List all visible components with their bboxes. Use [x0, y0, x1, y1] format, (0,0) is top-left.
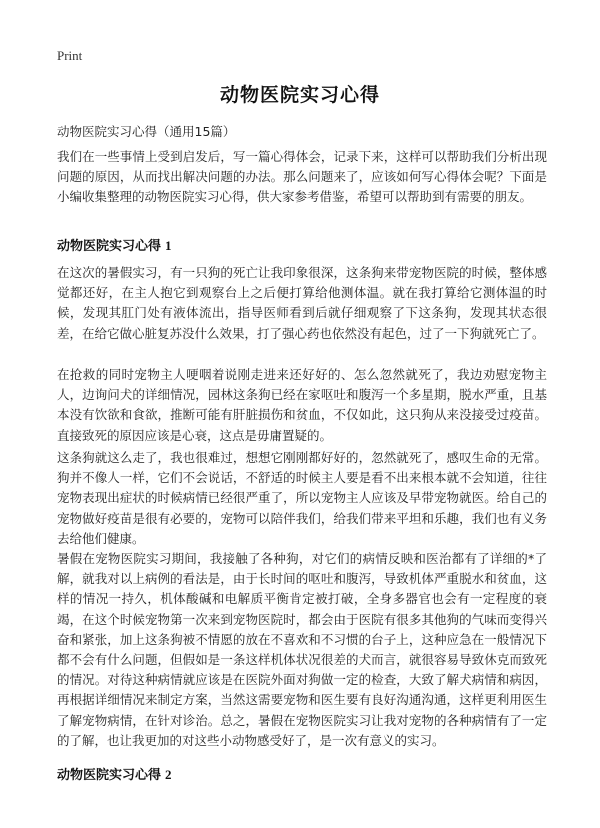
body-paragraph: 这条狗就这么走了，我也很难过，想想它刚刚都好好的，忽然就死了，感叹生命的无常。狗并不像人一样，它们不会说话，不舒适的时候主人要是看不出来根本就不会知道，往往宠物表现出症状的时候病情已经很严重了，所以宠物主人应该及早带宠物就医。给自己的宠物做好疫苗是很有必要的，宠物可以陪伴我们，给我们带来平坦和乐趣，我们也有义务去给他们健康。 — [57, 450, 547, 546]
section-heading-text: 动物医院实习心得 — [57, 768, 162, 783]
section-heading-text: 动物医院实习心得 — [57, 239, 162, 254]
section-heading — [57, 764, 172, 783]
section-heading-number: 1 — [165, 238, 172, 253]
print-link[interactable]: Print — [57, 48, 83, 63]
section-heading-number: 2 — [165, 767, 172, 782]
section-heading — [57, 235, 172, 254]
body-paragraph: 在抢救的同时宠物主人哽咽着说刚走进来还好好的、怎么忽然就死了，我边劝慰宠物主人，边询问犬的详细情况，园林这条狗已经在家呕吐和腹泻一个多星期，脱水严重，且基本没有饮欲和食欲，推断可能有肝脏损伤和贫血，不仅如此，这只狗从来没接受过疫苗。直接致死的原因应该是心衰，这点是毋庸置疑的。 — [57, 367, 547, 443]
intro-paragraph: 我们在一些事情上受到启发后，写一篇心得体会，记录下来，这样可以帮助我们分析出现问题的原因，从而找出解决问题的办法。那么问题来了，应该如何写心得体会呢？下面是小编收集整理的动物医院实习心得，供大家参考借鉴，希望可以帮助到有需要的朋友。 — [57, 149, 547, 205]
body-paragraph: 暑假在宠物医院实习期间，我接触了各种狗，对它们的病情反映和医治都有了详细的*了解，就我对以上病例的看法是，由于长时间的呕吐和腹泻，导致机体严重脱水和贫血，这样的情况一持久，机体酸碱和电解质平衡肯定被打破，全身多器官也会有一定程度的衰竭，在这个时候宠物第一次来到宠物医院时，都会由于医院有很多其他狗的气味而变得兴奋和紧张，加上这条狗被不情愿的放在不喜欢和不习惯的台子上，这种应急在一般情况下都不会有什么问题，但假如是一条这样机体状况很差的犬而言，就很容易导致休克而致死的情况。对待这种病情就应该是在医院外面对狗做一定的检查，大致了解犬病情和病因，再根据详细情况来制定方案，当然这需要宠物和医生要有良好沟通沟通，这样更利用医生了解宠物病情，在针对诊治。总之，暑假在宠物医院实习让我对宠物的各种病情有了一定的了解，也让我更加的对这些小动物感受好了，是一次有意义的实习。 — [57, 551, 547, 748]
document-subtitle: 动物医院实习心得（通用15篇） — [57, 124, 236, 139]
page-title: 动物医院实习心得 — [219, 84, 380, 106]
body-paragraph: 在这次的暑假实习，有一只狗的死亡让我印象很深，这条狗来带宠物医院的时候，整体感觉都还好，在主人抱它到观察台上之后便打算给他测体温。就在我打算给它测体温的时候，发现其肛门处有液体流出，指导医师看到后就仔细观察了下这条狗，发现其状态很差，在给它做心脏复苏没什么效果，打了强心药也依然没有起色，过了一下狗就死亡了。 — [57, 265, 547, 341]
